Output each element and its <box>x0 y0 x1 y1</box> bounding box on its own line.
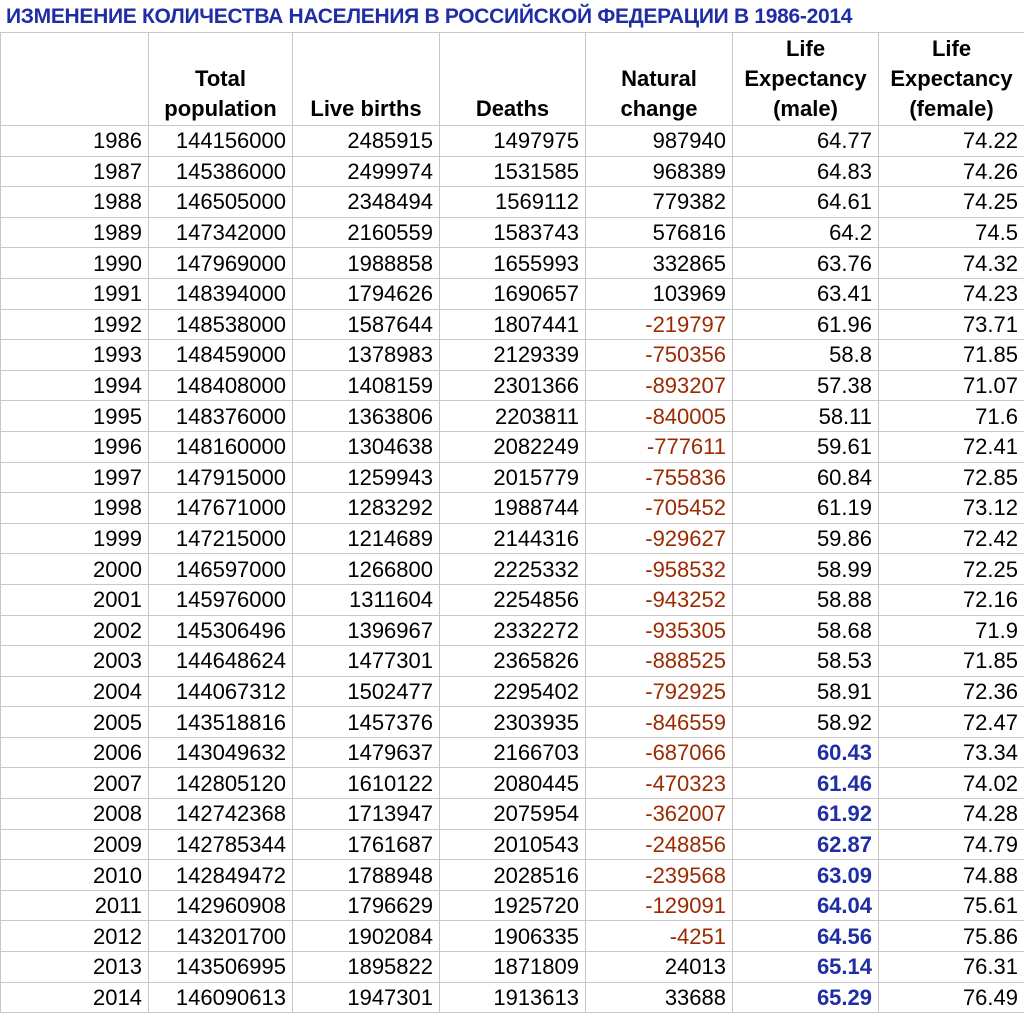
cell-deaths: 1655993 <box>440 248 586 279</box>
cell-live-births: 1214689 <box>293 523 440 554</box>
cell-life-expectancy-female: 74.88 <box>879 860 1024 891</box>
cell-year: 2005 <box>1 707 149 738</box>
header-year <box>1 33 149 126</box>
cell-year: 2014 <box>1 982 149 1013</box>
cell-life-expectancy-female: 76.49 <box>879 982 1024 1013</box>
cell-natural-change: -687066 <box>586 737 733 768</box>
cell-deaths: 2144316 <box>440 523 586 554</box>
cell-year: 1990 <box>1 248 149 279</box>
cell-total-population: 142849472 <box>149 860 293 891</box>
cell-live-births: 1396967 <box>293 615 440 646</box>
cell-life-expectancy-female: 71.6 <box>879 401 1024 432</box>
cell-natural-change: -840005 <box>586 401 733 432</box>
cell-natural-change: -4251 <box>586 921 733 952</box>
cell-total-population: 143518816 <box>149 707 293 738</box>
cell-year: 2000 <box>1 554 149 585</box>
cell-deaths: 1583743 <box>440 217 586 248</box>
cell-live-births: 1311604 <box>293 584 440 615</box>
cell-life-expectancy-male: 58.91 <box>733 676 879 707</box>
cell-live-births: 1479637 <box>293 737 440 768</box>
cell-year: 2013 <box>1 952 149 983</box>
cell-life-expectancy-male: 64.77 <box>733 126 879 157</box>
cell-live-births: 1788948 <box>293 860 440 891</box>
cell-life-expectancy-female: 71.9 <box>879 615 1024 646</box>
cell-life-expectancy-male: 57.38 <box>733 370 879 401</box>
cell-life-expectancy-female: 74.32 <box>879 248 1024 279</box>
cell-total-population: 147671000 <box>149 493 293 524</box>
cell-life-expectancy-male: 59.86 <box>733 523 879 554</box>
table-row <box>1 187 1024 218</box>
cell-natural-change: 779382 <box>586 187 733 218</box>
cell-year: 2004 <box>1 676 149 707</box>
table-row <box>1 676 1024 707</box>
cell-deaths: 2254856 <box>440 584 586 615</box>
cell-total-population: 146090613 <box>149 982 293 1013</box>
cell-life-expectancy-female: 71.85 <box>879 340 1024 371</box>
cell-life-expectancy-female: 72.42 <box>879 523 1024 554</box>
cell-natural-change: -792925 <box>586 676 733 707</box>
cell-deaths: 1807441 <box>440 309 586 340</box>
cell-total-population: 145976000 <box>149 584 293 615</box>
cell-total-population: 147342000 <box>149 217 293 248</box>
cell-life-expectancy-male: 64.83 <box>733 156 879 187</box>
cell-total-population: 148459000 <box>149 340 293 371</box>
cell-life-expectancy-female: 73.71 <box>879 309 1024 340</box>
cell-natural-change: -470323 <box>586 768 733 799</box>
cell-year: 1994 <box>1 370 149 401</box>
cell-live-births: 1283292 <box>293 493 440 524</box>
table-row <box>1 431 1024 462</box>
cell-natural-change: -750356 <box>586 340 733 371</box>
cell-deaths: 2015779 <box>440 462 586 493</box>
cell-life-expectancy-female: 74.22 <box>879 126 1024 157</box>
table-row <box>1 554 1024 585</box>
cell-life-expectancy-male: 61.92 <box>733 799 879 830</box>
cell-live-births: 2499974 <box>293 156 440 187</box>
table-row <box>1 278 1024 309</box>
cell-natural-change: -129091 <box>586 890 733 921</box>
header-life-expectancy-male: Life Expectancy (male) <box>733 33 879 126</box>
table-row <box>1 952 1024 983</box>
table-row <box>1 462 1024 493</box>
cell-live-births: 1259943 <box>293 462 440 493</box>
cell-life-expectancy-male: 65.29 <box>733 982 879 1013</box>
cell-deaths: 1871809 <box>440 952 586 983</box>
cell-deaths: 1690657 <box>440 278 586 309</box>
cell-deaths: 1531585 <box>440 156 586 187</box>
table-row <box>1 707 1024 738</box>
cell-live-births: 1266800 <box>293 554 440 585</box>
cell-deaths: 2225332 <box>440 554 586 585</box>
cell-life-expectancy-female: 75.61 <box>879 890 1024 921</box>
cell-life-expectancy-female: 73.34 <box>879 737 1024 768</box>
cell-total-population: 147915000 <box>149 462 293 493</box>
cell-live-births: 1947301 <box>293 982 440 1013</box>
table-row <box>1 523 1024 554</box>
cell-total-population: 148394000 <box>149 278 293 309</box>
cell-year: 1997 <box>1 462 149 493</box>
cell-life-expectancy-male: 61.46 <box>733 768 879 799</box>
table-row <box>1 370 1024 401</box>
cell-live-births: 2485915 <box>293 126 440 157</box>
cell-life-expectancy-male: 58.99 <box>733 554 879 585</box>
cell-life-expectancy-male: 65.14 <box>733 952 879 983</box>
cell-year: 1991 <box>1 278 149 309</box>
cell-year: 2001 <box>1 584 149 615</box>
cell-life-expectancy-male: 61.96 <box>733 309 879 340</box>
header-total-population: Total population <box>149 33 293 126</box>
cell-natural-change: -248856 <box>586 829 733 860</box>
cell-deaths: 2301366 <box>440 370 586 401</box>
cell-natural-change: -929627 <box>586 523 733 554</box>
cell-natural-change: 33688 <box>586 982 733 1013</box>
cell-life-expectancy-female: 73.12 <box>879 493 1024 524</box>
cell-live-births: 1378983 <box>293 340 440 371</box>
table-row <box>1 768 1024 799</box>
cell-total-population: 145386000 <box>149 156 293 187</box>
cell-natural-change: -755836 <box>586 462 733 493</box>
cell-total-population: 144648624 <box>149 646 293 677</box>
cell-year: 2008 <box>1 799 149 830</box>
table-row <box>1 248 1024 279</box>
cell-year: 1995 <box>1 401 149 432</box>
cell-life-expectancy-female: 72.41 <box>879 431 1024 462</box>
cell-life-expectancy-female: 71.07 <box>879 370 1024 401</box>
cell-natural-change: 987940 <box>586 126 733 157</box>
cell-deaths: 1913613 <box>440 982 586 1013</box>
cell-life-expectancy-female: 74.28 <box>879 799 1024 830</box>
cell-total-population: 148408000 <box>149 370 293 401</box>
cell-deaths: 2075954 <box>440 799 586 830</box>
cell-live-births: 1610122 <box>293 768 440 799</box>
cell-total-population: 148160000 <box>149 431 293 462</box>
cell-deaths: 2295402 <box>440 676 586 707</box>
cell-natural-change: -888525 <box>586 646 733 677</box>
cell-year: 2006 <box>1 737 149 768</box>
cell-life-expectancy-female: 74.26 <box>879 156 1024 187</box>
table-row <box>1 860 1024 891</box>
cell-deaths: 2365826 <box>440 646 586 677</box>
cell-life-expectancy-male: 64.2 <box>733 217 879 248</box>
cell-life-expectancy-male: 60.84 <box>733 462 879 493</box>
cell-life-expectancy-male: 58.53 <box>733 646 879 677</box>
cell-year: 1992 <box>1 309 149 340</box>
table-row <box>1 615 1024 646</box>
cell-year: 2003 <box>1 646 149 677</box>
cell-total-population: 142742368 <box>149 799 293 830</box>
cell-life-expectancy-female: 74.5 <box>879 217 1024 248</box>
cell-live-births: 1304638 <box>293 431 440 462</box>
table-body <box>1 126 1024 1013</box>
cell-life-expectancy-male: 64.61 <box>733 187 879 218</box>
cell-total-population: 143201700 <box>149 921 293 952</box>
cell-live-births: 1457376 <box>293 707 440 738</box>
cell-life-expectancy-male: 63.09 <box>733 860 879 891</box>
table-row <box>1 126 1024 157</box>
cell-life-expectancy-female: 72.25 <box>879 554 1024 585</box>
cell-life-expectancy-male: 58.92 <box>733 707 879 738</box>
cell-live-births: 1794626 <box>293 278 440 309</box>
cell-live-births: 1408159 <box>293 370 440 401</box>
cell-life-expectancy-male: 64.04 <box>733 890 879 921</box>
cell-deaths: 1906335 <box>440 921 586 952</box>
cell-life-expectancy-female: 72.16 <box>879 584 1024 615</box>
cell-year: 2011 <box>1 890 149 921</box>
cell-deaths: 2010543 <box>440 829 586 860</box>
cell-life-expectancy-male: 59.61 <box>733 431 879 462</box>
cell-total-population: 147969000 <box>149 248 293 279</box>
cell-year: 1993 <box>1 340 149 371</box>
sheet-title: ИЗМЕНЕНИЕ КОЛИЧЕСТВА НАСЕЛЕНИЯ В РОССИЙСКОЙ ФЕДЕРАЦИИ В 1986-2014 <box>6 5 853 28</box>
cell-total-population: 144067312 <box>149 676 293 707</box>
cell-life-expectancy-male: 62.87 <box>733 829 879 860</box>
cell-deaths: 1925720 <box>440 890 586 921</box>
cell-live-births: 1895822 <box>293 952 440 983</box>
cell-life-expectancy-female: 74.25 <box>879 187 1024 218</box>
cell-life-expectancy-male: 60.43 <box>733 737 879 768</box>
table-row <box>1 799 1024 830</box>
cell-natural-change: -935305 <box>586 615 733 646</box>
cell-year: 2010 <box>1 860 149 891</box>
cell-year: 1999 <box>1 523 149 554</box>
header-deaths: Deaths <box>440 33 586 126</box>
header-natural-change: Natural change <box>586 33 733 126</box>
cell-live-births: 1761687 <box>293 829 440 860</box>
cell-live-births: 2160559 <box>293 217 440 248</box>
table-row <box>1 829 1024 860</box>
cell-deaths: 1497975 <box>440 126 586 157</box>
population-table <box>0 32 1024 1013</box>
cell-deaths: 2129339 <box>440 340 586 371</box>
table-row <box>1 401 1024 432</box>
cell-natural-change: -846559 <box>586 707 733 738</box>
cell-total-population: 142785344 <box>149 829 293 860</box>
cell-live-births: 1502477 <box>293 676 440 707</box>
table-row <box>1 584 1024 615</box>
cell-natural-change: -219797 <box>586 309 733 340</box>
cell-natural-change: 24013 <box>586 952 733 983</box>
header-live-births: Live births <box>293 33 440 126</box>
cell-natural-change: 103969 <box>586 278 733 309</box>
cell-year: 1986 <box>1 126 149 157</box>
cell-total-population: 148376000 <box>149 401 293 432</box>
cell-year: 1987 <box>1 156 149 187</box>
cell-deaths: 2080445 <box>440 768 586 799</box>
table-row <box>1 982 1024 1013</box>
cell-life-expectancy-male: 63.76 <box>733 248 879 279</box>
cell-deaths: 2166703 <box>440 737 586 768</box>
cell-life-expectancy-female: 74.23 <box>879 278 1024 309</box>
cell-natural-change: 576816 <box>586 217 733 248</box>
cell-life-expectancy-male: 58.88 <box>733 584 879 615</box>
cell-year: 2012 <box>1 921 149 952</box>
cell-life-expectancy-female: 72.36 <box>879 676 1024 707</box>
table-row <box>1 309 1024 340</box>
cell-live-births: 2348494 <box>293 187 440 218</box>
table-row <box>1 156 1024 187</box>
cell-natural-change: -943252 <box>586 584 733 615</box>
cell-deaths: 2082249 <box>440 431 586 462</box>
header-life-expectancy-female: Life Expectancy (female) <box>879 33 1024 126</box>
cell-deaths: 1988744 <box>440 493 586 524</box>
cell-life-expectancy-female: 74.79 <box>879 829 1024 860</box>
cell-live-births: 1902084 <box>293 921 440 952</box>
cell-natural-change: -239568 <box>586 860 733 891</box>
cell-year: 2002 <box>1 615 149 646</box>
cell-year: 1989 <box>1 217 149 248</box>
cell-life-expectancy-male: 58.8 <box>733 340 879 371</box>
cell-year: 2007 <box>1 768 149 799</box>
cell-total-population: 142805120 <box>149 768 293 799</box>
cell-deaths: 2303935 <box>440 707 586 738</box>
cell-live-births: 1713947 <box>293 799 440 830</box>
cell-live-births: 1988858 <box>293 248 440 279</box>
cell-life-expectancy-female: 71.85 <box>879 646 1024 677</box>
table-row <box>1 921 1024 952</box>
cell-live-births: 1477301 <box>293 646 440 677</box>
cell-life-expectancy-female: 74.02 <box>879 768 1024 799</box>
table-row <box>1 217 1024 248</box>
cell-total-population: 148538000 <box>149 309 293 340</box>
cell-deaths: 1569112 <box>440 187 586 218</box>
table-row <box>1 493 1024 524</box>
cell-year: 1998 <box>1 493 149 524</box>
cell-life-expectancy-female: 75.86 <box>879 921 1024 952</box>
cell-total-population: 147215000 <box>149 523 293 554</box>
cell-life-expectancy-female: 72.47 <box>879 707 1024 738</box>
cell-year: 2009 <box>1 829 149 860</box>
cell-life-expectancy-female: 76.31 <box>879 952 1024 983</box>
cell-deaths: 2028516 <box>440 860 586 891</box>
header-row <box>1 33 1024 126</box>
cell-natural-change: 968389 <box>586 156 733 187</box>
cell-year: 1996 <box>1 431 149 462</box>
cell-natural-change: -958532 <box>586 554 733 585</box>
cell-natural-change: -705452 <box>586 493 733 524</box>
cell-life-expectancy-male: 63.41 <box>733 278 879 309</box>
cell-deaths: 2332272 <box>440 615 586 646</box>
table-row <box>1 340 1024 371</box>
cell-life-expectancy-male: 61.19 <box>733 493 879 524</box>
table-row <box>1 646 1024 677</box>
cell-life-expectancy-male: 58.68 <box>733 615 879 646</box>
table-row <box>1 737 1024 768</box>
cell-total-population: 146505000 <box>149 187 293 218</box>
cell-live-births: 1587644 <box>293 309 440 340</box>
cell-deaths: 2203811 <box>440 401 586 432</box>
cell-live-births: 1796629 <box>293 890 440 921</box>
cell-total-population: 144156000 <box>149 126 293 157</box>
cell-total-population: 143506995 <box>149 952 293 983</box>
cell-total-population: 145306496 <box>149 615 293 646</box>
cell-live-births: 1363806 <box>293 401 440 432</box>
cell-year: 1988 <box>1 187 149 218</box>
table-row <box>1 890 1024 921</box>
cell-total-population: 146597000 <box>149 554 293 585</box>
cell-natural-change: -362007 <box>586 799 733 830</box>
cell-total-population: 142960908 <box>149 890 293 921</box>
cell-natural-change: -777611 <box>586 431 733 462</box>
cell-natural-change: 332865 <box>586 248 733 279</box>
cell-life-expectancy-male: 58.11 <box>733 401 879 432</box>
cell-natural-change: -893207 <box>586 370 733 401</box>
cell-life-expectancy-female: 72.85 <box>879 462 1024 493</box>
cell-life-expectancy-male: 64.56 <box>733 921 879 952</box>
cell-total-population: 143049632 <box>149 737 293 768</box>
